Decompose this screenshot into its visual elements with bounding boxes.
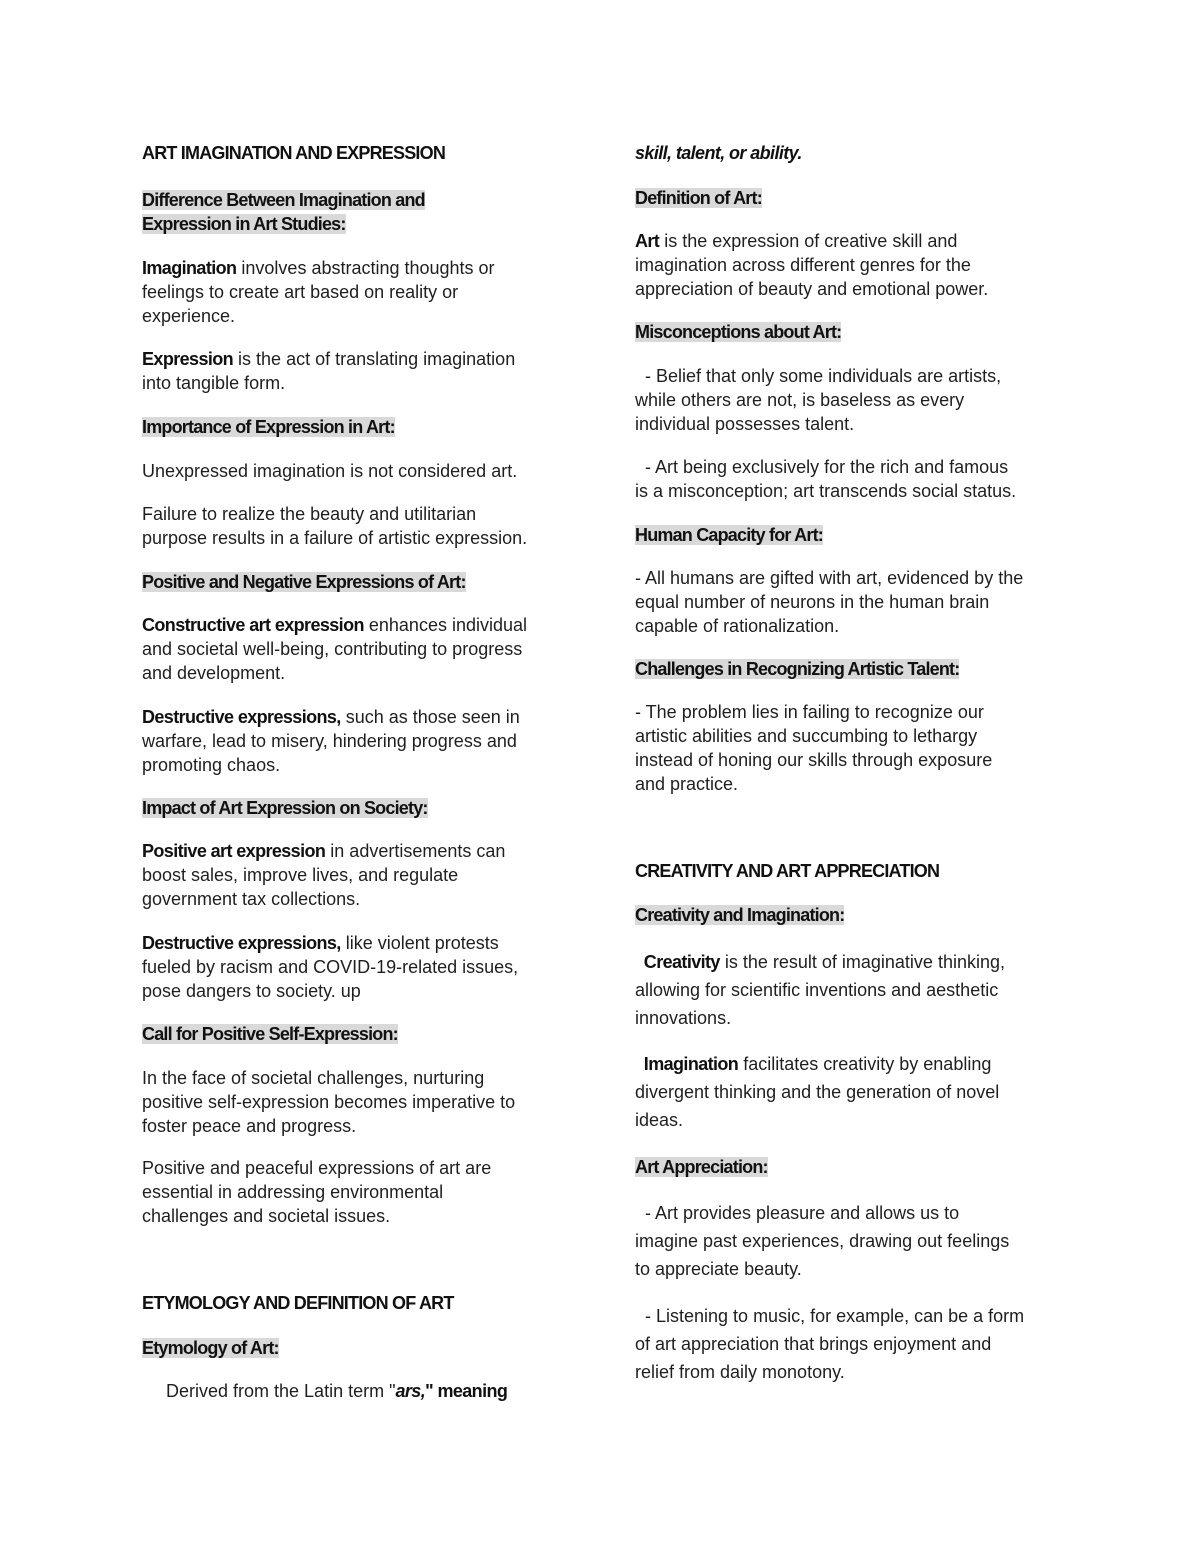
imagination-text-3: experience.	[142, 306, 236, 326]
peaceful-text-1: Positive and peaceful expressions of art are	[142, 1158, 492, 1178]
art-text-3: appreciation of beauty and emotional power.	[635, 279, 989, 299]
face-text-3: foster peace and progress.	[142, 1116, 357, 1136]
heading-etymology	[142, 1336, 279, 1360]
heading-call-text: Call for Positive Self-Expression:	[142, 1024, 398, 1044]
heading-capacity-text: Human Capacity for Art:	[635, 525, 823, 545]
constructive-paragraph	[142, 613, 527, 637]
positive-text-2: boost sales, improve lives, and regulate	[142, 865, 459, 885]
destructive2-text-2: fueled by racism and COVID-19-related issues,	[142, 957, 519, 977]
heading-difference	[142, 188, 425, 212]
derived-paragraph	[166, 1379, 507, 1403]
positive-paragraph	[142, 839, 505, 863]
failure-text-1: Failure to realize the beauty and utilitarian	[142, 504, 477, 524]
creativity-text-3: innovations.	[635, 1008, 732, 1028]
belief-text-1: - Belief that only some individuals are artists,	[635, 366, 1002, 386]
heading-creativity-imagination-text: Creativity and Imagination:	[635, 905, 845, 925]
unexpressed-text: Unexpressed imagination is not considered art.	[142, 461, 518, 481]
heading-importance-text: Importance of Expression in Art:	[142, 417, 395, 437]
art-paragraph	[635, 229, 957, 253]
creativity-term: Creativity	[635, 952, 720, 972]
heading-impact-text: Impact of Art Expression on Society:	[142, 798, 428, 818]
heading-importance	[142, 415, 395, 439]
imagination-text-2: feelings to create art based on reality or	[142, 282, 459, 302]
face-text-2: positive self-expression becomes imperative to	[142, 1092, 516, 1112]
expression-text-1: is the act of translating imagination	[233, 349, 516, 369]
section-title-etymology: ETYMOLOGY AND DEFINITION OF ART	[142, 1293, 454, 1313]
expression-text-2: into tangible form.	[142, 373, 286, 393]
belief-text-3: individual possesses talent.	[635, 414, 855, 434]
heading-misconceptions-text: Misconceptions about Art:	[635, 322, 842, 342]
heading-definition	[635, 186, 762, 210]
destructive-term: Destructive expressions,	[142, 707, 341, 727]
heading-creativity-imagination	[635, 903, 844, 927]
heading-difference-line2: Expression in Art Studies:	[142, 214, 346, 234]
heading-challenges	[635, 657, 959, 681]
heading-impact	[142, 796, 428, 820]
heading-appreciation-text: Art Appreciation:	[635, 1157, 768, 1177]
positive-text-1: in advertisements can	[325, 841, 506, 861]
skill-line-text: skill, talent, or ability.	[635, 143, 802, 163]
positive-term: Positive art expression	[142, 841, 326, 861]
belief-text-2: while others are not, is baseless as every	[635, 390, 965, 410]
heading-difference-line1: Difference Between Imagination and	[142, 190, 425, 210]
humans-text-2: equal number of neurons in the human brain	[635, 592, 990, 612]
destructive-text-1: such as those seen in	[340, 707, 520, 727]
failure-text-2: purpose results in a failure of artistic expression.	[142, 528, 528, 548]
section-title-creativity: CREATIVITY AND ART APPRECIATION	[635, 861, 940, 881]
music-text-1: - Listening to music, for example, can be a form	[635, 1306, 1025, 1326]
problem-text-2: artistic abilities and succumbing to lethargy	[635, 726, 978, 746]
destructive2-paragraph	[142, 931, 499, 955]
heading-misconceptions	[635, 320, 841, 344]
music-text-2: of art appreciation that brings enjoyment and	[635, 1334, 992, 1354]
heading-capacity	[635, 523, 823, 547]
destructive2-text-3: pose dangers to society. up	[142, 981, 361, 1001]
imagination-text-1: involves abstracting thoughts or	[236, 258, 495, 278]
imagination-term: Imagination	[142, 258, 237, 278]
derived-ars: ars,	[395, 1381, 426, 1401]
art-text-2: imagination across different genres for the	[635, 255, 971, 275]
face-text-1: In the face of societal challenges, nurturing	[142, 1068, 485, 1088]
imagination-paragraph-right	[635, 1050, 991, 1078]
creativity-text-2: allowing for scientific inventions and aesthetic	[635, 980, 999, 1000]
constructive-text-3: and development.	[142, 663, 286, 683]
destructive2-term: Destructive expressions,	[142, 933, 341, 953]
humans-text-3: capable of rationalization.	[635, 616, 840, 636]
expression-paragraph	[142, 347, 515, 371]
heading-positive-negative	[142, 570, 466, 594]
heading-challenges-text: Challenges in Recognizing Artistic Talent:	[635, 659, 960, 679]
section-title-art-imagination: ART IMAGINATION AND EXPRESSION	[142, 143, 446, 163]
imagination-term-right: Imagination	[635, 1054, 739, 1074]
derived-text: Derived from the Latin term "	[166, 1381, 396, 1401]
constructive-text-1: enhances individual	[363, 615, 528, 635]
pleasure-text-1: - Art provides pleasure and allows us to	[635, 1203, 960, 1223]
peaceful-text-3: challenges and societal issues.	[142, 1206, 391, 1226]
rich-text-1: - Art being exclusively for the rich and famous	[635, 457, 1009, 477]
imagination-right-text-3: ideas.	[635, 1110, 684, 1130]
constructive-term: Constructive art expression	[142, 615, 364, 635]
heading-etymology-text: Etymology of Art:	[142, 1338, 279, 1358]
rich-text-2: is a misconception; art transcends social status.	[635, 481, 1017, 501]
constructive-text-2: and societal well-being, contributing to progress	[142, 639, 523, 659]
art-text-1: is the expression of creative skill and	[659, 231, 958, 251]
problem-text-4: and practice.	[635, 774, 739, 794]
heading-positive-negative-text: Positive and Negative Expressions of Art:	[142, 572, 466, 592]
destructive2-text-1: like violent protests	[340, 933, 499, 953]
creativity-text-1: is the result of imaginative thinking,	[719, 952, 1005, 972]
expression-term: Expression	[142, 349, 234, 369]
problem-text-3: instead of honing our skills through exposure	[635, 750, 993, 770]
skill-line	[635, 141, 802, 165]
destructive-text-2: warfare, lead to misery, hindering progress and	[142, 731, 517, 751]
derived-meaning: " meaning	[425, 1381, 508, 1401]
pleasure-text-3: to appreciate beauty.	[635, 1259, 802, 1279]
problem-text-1: - The problem lies in failing to recognize our	[635, 702, 984, 722]
peaceful-text-2: essential in addressing environmental	[142, 1182, 444, 1202]
heading-appreciation	[635, 1155, 768, 1179]
humans-text-1: - All humans are gifted with art, evidenced by the	[635, 568, 1024, 588]
positive-text-3: government tax collections.	[142, 889, 361, 909]
imagination-right-text-1: facilitates creativity by enabling	[738, 1054, 992, 1074]
creativity-paragraph	[635, 948, 1005, 976]
heading-definition-text: Definition of Art:	[635, 188, 762, 208]
imagination-right-text-2: divergent thinking and the generation of novel	[635, 1082, 1000, 1102]
heading-difference-wrap	[142, 212, 346, 236]
imagination-paragraph	[142, 256, 495, 280]
music-text-3: relief from daily monotony.	[635, 1362, 845, 1382]
heading-call	[142, 1022, 398, 1046]
destructive-text-3: promoting chaos.	[142, 755, 281, 775]
destructive-paragraph	[142, 705, 520, 729]
art-term: Art	[635, 231, 660, 251]
pleasure-text-2: imagine past experiences, drawing out feelings	[635, 1231, 1010, 1251]
